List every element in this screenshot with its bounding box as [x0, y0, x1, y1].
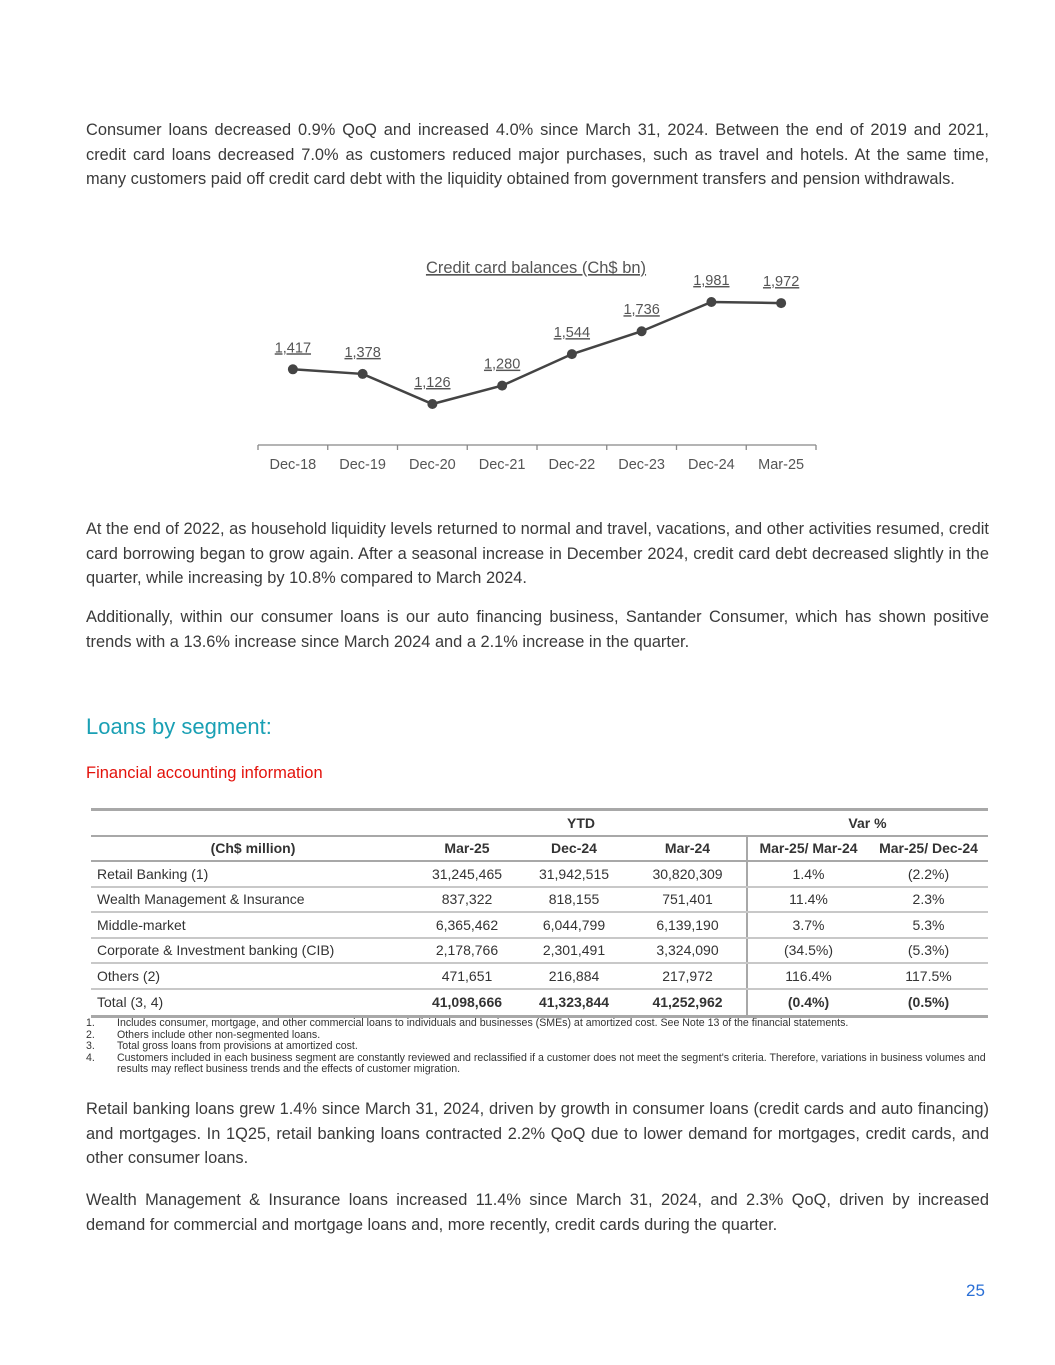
table-cell: 837,322 [415, 887, 519, 913]
data-point [706, 297, 716, 307]
table-row [91, 887, 988, 913]
footnote-number: 3. [86, 1040, 95, 1053]
total-row [91, 989, 988, 1017]
table-cell: 116.4% [747, 963, 869, 989]
table-cell: 41,252,962 [629, 989, 747, 1017]
group-header-row [91, 810, 988, 836]
footnotes [86, 1018, 991, 1076]
loans-by-segment-table [91, 808, 988, 1018]
footnote-number: 4. [86, 1051, 95, 1064]
table-cell: 2,178,766 [415, 938, 519, 964]
table-cell: (0.4%) [747, 989, 869, 1017]
table-cell: Retail Banking (1) [91, 861, 415, 887]
data-label: 1,544 [553, 325, 591, 342]
table-cell: (0.5%) [869, 989, 988, 1017]
data-label: 1,378 [344, 344, 381, 361]
column-header: Dec-24 [519, 836, 629, 862]
page-number: 25 [966, 1281, 985, 1300]
data-label: 1,280 [483, 356, 521, 373]
column-header-row [91, 836, 988, 862]
table-cell: 117.5% [869, 963, 988, 989]
table-cell: 1.4% [747, 861, 869, 887]
table-row [91, 963, 988, 989]
table-cell: 751,401 [629, 887, 747, 913]
intro-paragraph: Consumer loans decreased 0.9% QoQ and increased 4.0% since March 31, 2024. Between the end of 2019 and 2021, credit card loans decreased 7.0% as customers reduced major purchases, such as travel and hotels. At the same time, many customers paid off credit card debt with the liquidity obtained from government transfers and pension withdrawals. [86, 121, 989, 188]
x-tick-label: Dec-21 [478, 457, 526, 473]
data-point [288, 364, 298, 374]
column-header: Mar-24 [629, 836, 747, 862]
column-header: Mar-25/ Dec-24 [869, 836, 988, 862]
x-axis [258, 445, 816, 473]
table-cell: 471,651 [415, 963, 519, 989]
footnote-text: Others include other non-segmented loans. [117, 1028, 321, 1041]
data-point [776, 298, 786, 308]
footnote-text: Customers included in each business segment are constantly reviewed and reclassified if a customer does not meet the segment's criteria. Therefore, variations in business volumes and results may reflect business trends and the effects of customer migration. [117, 1051, 986, 1076]
table-cell: (5.3%) [869, 938, 988, 964]
column-header: Mar-25 [415, 836, 519, 862]
table-cell: 3,324,090 [629, 938, 747, 964]
section-title: Loans by segment: [86, 714, 272, 739]
x-tick-label: Dec-22 [548, 457, 596, 473]
column-header: (Ch$ million) [91, 836, 415, 862]
table-cell: 11.4% [747, 887, 869, 913]
x-tick-label: Dec-20 [409, 457, 456, 473]
data-point [427, 399, 437, 409]
data-label: 1,417 [274, 340, 312, 357]
table-cell: Wealth Management & Insurance [91, 887, 415, 913]
footnote-number: 1. [86, 1017, 95, 1029]
footnote-number: 2. [86, 1028, 95, 1041]
table-cell: Middle-market [91, 912, 415, 938]
footnote-text: Includes consumer, mortgage, and other commercial loans to individuals and businesses (SMEs) at amortized cost. See Note 13 of the financial statements. [117, 1017, 849, 1029]
table-cell: 818,155 [519, 887, 629, 913]
table-cell: (2.2%) [869, 861, 988, 887]
table-row [91, 938, 988, 964]
x-tick-label: Mar-25 [758, 457, 805, 473]
x-tick-label: Dec-24 [688, 457, 735, 473]
table-cell: 41,098,666 [415, 989, 519, 1017]
ytd-header: YTD [415, 810, 747, 836]
data-point [358, 369, 368, 379]
credit-card-balances-chart [250, 250, 830, 480]
table-cell: 30,820,309 [629, 861, 747, 887]
data-label: 1,736 [623, 302, 660, 319]
footnote [86, 1053, 991, 1076]
table-cell: (34.5%) [747, 938, 869, 964]
table-cell: 31,942,515 [519, 861, 629, 887]
table-cell: 216,884 [519, 963, 629, 989]
table-row [91, 912, 988, 938]
table-cell: 6,139,190 [629, 912, 747, 938]
data-point [567, 349, 577, 359]
credit-card-paragraph: At the end of 2022, as household liquidity levels returned to normal and travel, vacations, and other activities resumed, credit card borrowing began to grow again. After a seasonal increase in December 2024, credit card debt decreased slightly in the quarter, while increasing by 10.8% compared to March 2024. [86, 520, 989, 587]
table-cell: 217,972 [629, 963, 747, 989]
data-point [497, 381, 507, 391]
table-cell: 2,301,491 [519, 938, 629, 964]
data-label: 1,981 [693, 272, 730, 289]
line-series [275, 273, 800, 409]
x-tick-label: Dec-19 [339, 457, 386, 473]
table-cell: 2.3% [869, 887, 988, 913]
data-point [637, 326, 647, 336]
footnote-text: Total gross loans from provisions at amortized cost. [117, 1040, 358, 1053]
footnote [86, 1018, 991, 1030]
column-header: Mar-25/ Mar-24 [747, 836, 869, 862]
chart-title: Credit card balances (Ch$ bn) [425, 259, 647, 277]
x-tick-label: Dec-18 [269, 457, 317, 473]
table-cell: Corporate & Investment banking (CIB) [91, 938, 415, 964]
table-cell: 31,245,465 [415, 861, 519, 887]
table-cell: 41,323,844 [519, 989, 629, 1017]
table-cell: 6,365,462 [415, 912, 519, 938]
table-cell: 3.7% [747, 912, 869, 938]
table-cell: Total (3, 4) [91, 989, 415, 1017]
data-label: 1,972 [762, 274, 800, 291]
table-cell: 5.3% [869, 912, 988, 938]
retail-banking-paragraph: Retail banking loans grew 1.4% since March 31, 2024, driven by growth in consumer loans (credit cards and auto financing) and mortgages. In 1Q25, retail banking loans contracted 2.2% QoQ due to lower demand for mortgages, credit cards, and other consumer loans. [86, 1100, 989, 1167]
var-header: Var % [747, 810, 988, 836]
section-subtitle: Financial accounting information [86, 764, 323, 782]
x-tick-label: Dec-23 [618, 457, 665, 473]
wealth-management-paragraph: Wealth Management & Insurance loans increased 11.4% since March 31, 2024, and 2.3% QoQ, driven by increased demand for commercial and mortgage loans and, more recently, credit cards during the quarter. [86, 1191, 989, 1234]
auto-financing-paragraph: Additionally, within our consumer loans is our auto financing business, Santander Consumer, which has shown positive trends with a 13.6% increase since March 2024 and a 2.1% increase in the quarter. [86, 608, 989, 651]
table-cell: 6,044,799 [519, 912, 629, 938]
data-label: 1,126 [414, 375, 451, 391]
table-cell: Others (2) [91, 963, 415, 989]
table-row [91, 861, 988, 887]
